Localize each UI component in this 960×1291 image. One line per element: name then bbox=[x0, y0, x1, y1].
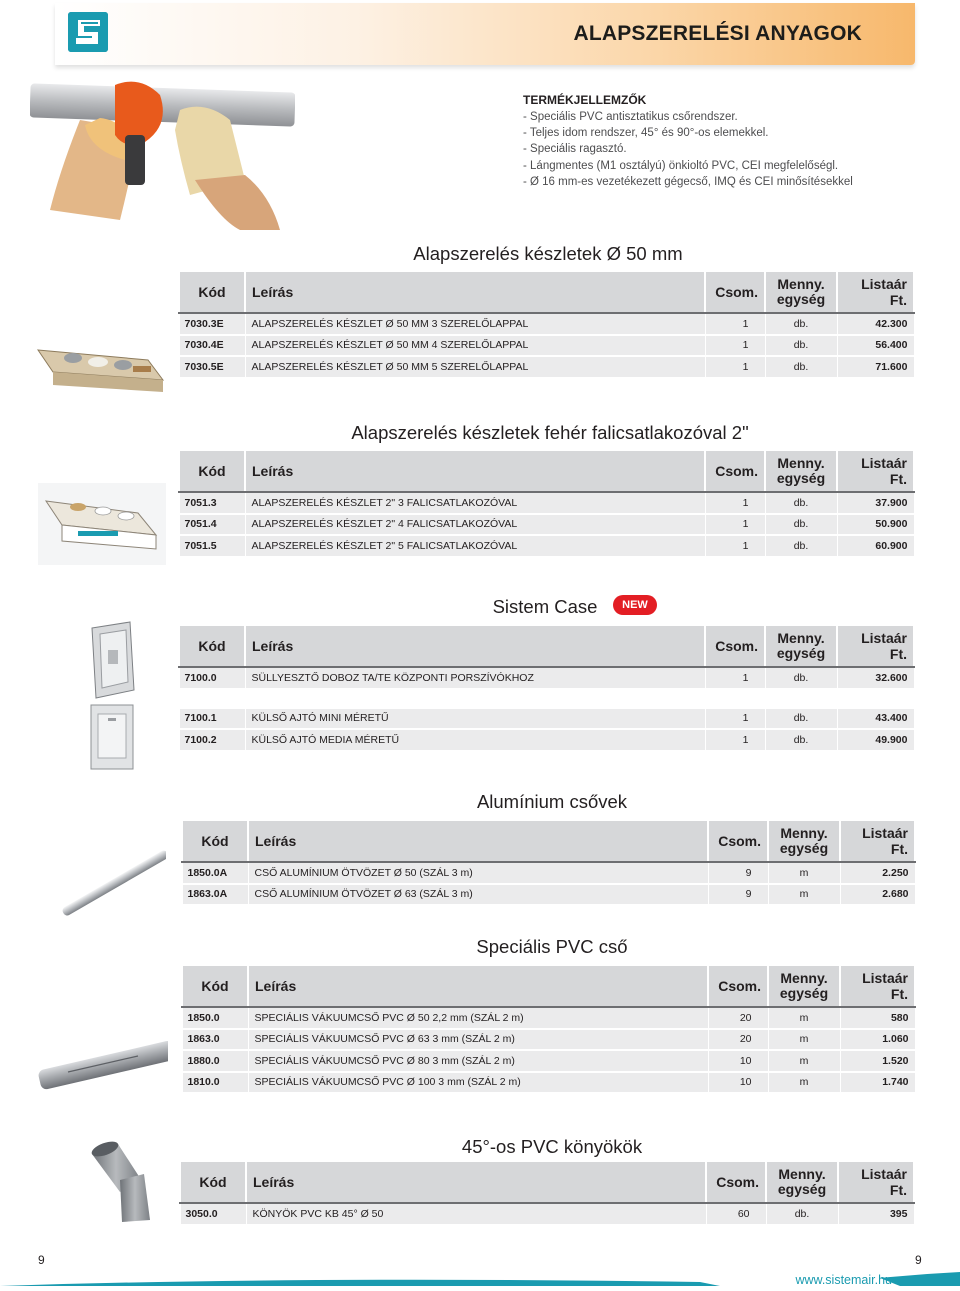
cell-kod: 1850.0 bbox=[182, 1007, 248, 1029]
cell-kod: 7030.5E bbox=[179, 356, 245, 377]
cell-menny: m bbox=[768, 1007, 840, 1029]
cell-kod: 7030.3E bbox=[179, 313, 245, 335]
col-menny-line2: egység bbox=[779, 840, 829, 856]
col-kod: Kód bbox=[179, 450, 245, 492]
aluminium-pipe-photo bbox=[60, 850, 166, 922]
table-row bbox=[179, 729, 914, 750]
cell-kod: 7100.0 bbox=[179, 667, 245, 688]
cell-menny: m bbox=[768, 862, 840, 884]
col-price: Listaár Ft. bbox=[838, 1161, 914, 1203]
table-row bbox=[179, 535, 914, 556]
table-row bbox=[182, 1029, 915, 1051]
cell-price: 395 bbox=[838, 1203, 914, 1224]
cell-kod: 3050.0 bbox=[180, 1203, 246, 1224]
cell-csom: 1 bbox=[705, 667, 765, 688]
cell-menny: db. bbox=[765, 335, 837, 357]
col-menny bbox=[765, 625, 837, 667]
cell-csom: 1 bbox=[705, 313, 765, 335]
sistemair-logo-icon bbox=[68, 12, 108, 52]
cell-leiras: KÜLSŐ AJTÓ MEDIA MÉRETŰ bbox=[245, 729, 705, 750]
cell-price: 1.520 bbox=[840, 1050, 915, 1072]
cell-price: 1.060 bbox=[840, 1029, 915, 1051]
cell-kod: 1880.0 bbox=[182, 1050, 248, 1072]
col-leiras: Leírás bbox=[245, 450, 705, 492]
pipe-cutting-photo bbox=[30, 80, 295, 230]
cell-menny: db. bbox=[765, 729, 837, 750]
feature-item: - Teljes idom rendszer, 45° és 90°-os elemekkel. bbox=[523, 127, 769, 140]
table-row bbox=[182, 1072, 915, 1093]
cell-menny: m bbox=[768, 1072, 840, 1093]
cell-price: 2.250 bbox=[840, 862, 915, 884]
cell-kod: 1810.0 bbox=[182, 1072, 248, 1093]
cell-kod: 7051.4 bbox=[179, 514, 245, 536]
table-kits-white bbox=[178, 449, 913, 557]
col-price: Listaár Ft. bbox=[837, 271, 914, 313]
col-menny bbox=[765, 271, 837, 313]
cell-leiras: KÜLSŐ AJTÓ MINI MÉRETŰ bbox=[245, 708, 705, 730]
feature-item: - Speciális ragasztó. bbox=[523, 143, 627, 156]
cell-menny: m bbox=[768, 884, 840, 905]
cell-kod: 1863.0A bbox=[182, 884, 248, 905]
kit-box-photo bbox=[33, 330, 168, 400]
col-menny-line2: egység bbox=[776, 645, 826, 661]
table-kits-50 bbox=[178, 270, 913, 378]
cell-leiras: ALAPSZERELÉS KÉSZLET Ø 50 MM 5 SZERELŐLAPPAL bbox=[245, 356, 705, 377]
cell-csom: 60 bbox=[706, 1203, 766, 1224]
features-title: TERMÉKJELLEMZŐK bbox=[523, 93, 647, 107]
cell-menny: m bbox=[768, 1050, 840, 1072]
table-row bbox=[182, 1007, 915, 1029]
col-menny-line1: Menny. bbox=[780, 970, 828, 986]
section-title: Sistem Case bbox=[492, 596, 598, 617]
table-row bbox=[179, 313, 914, 335]
cell-price: 71.600 bbox=[837, 356, 914, 377]
col-menny-line1: Menny. bbox=[777, 455, 825, 471]
col-leiras: Leírás bbox=[248, 820, 708, 862]
table-pvc-pipe bbox=[181, 964, 914, 1093]
cell-price: 580 bbox=[840, 1007, 915, 1029]
table-sistem-case bbox=[178, 624, 913, 751]
col-leiras: Leírás bbox=[248, 965, 708, 1007]
col-kod: Kód bbox=[179, 625, 245, 667]
col-price: Listaár Ft. bbox=[840, 965, 915, 1007]
col-leiras: Leírás bbox=[246, 1161, 706, 1203]
spacer-cell bbox=[179, 688, 914, 708]
cell-menny: db. bbox=[765, 313, 837, 335]
cell-csom: 9 bbox=[708, 862, 768, 884]
cell-csom: 9 bbox=[708, 884, 768, 905]
cell-kod: 7100.2 bbox=[179, 729, 245, 750]
cell-kod: 1863.0 bbox=[182, 1029, 248, 1051]
cell-price: 50.900 bbox=[837, 514, 914, 536]
pvc-elbow-photo bbox=[78, 1140, 168, 1225]
cell-menny: db. bbox=[766, 1203, 838, 1224]
col-price: Listaár Ft. bbox=[837, 450, 914, 492]
page-number-left: 9 bbox=[38, 1253, 45, 1267]
cell-menny: db. bbox=[765, 514, 837, 536]
cell-leiras: ALAPSZERELÉS KÉSZLET 2" 5 FALICSATLAKOZÓVAL bbox=[245, 535, 705, 556]
table-row bbox=[179, 356, 914, 377]
cell-menny: db. bbox=[765, 535, 837, 556]
cell-csom: 10 bbox=[708, 1050, 768, 1072]
cell-csom: 1 bbox=[705, 492, 765, 514]
section-title: Alapszerelés készletek fehér falicsatlakozóval 2" bbox=[351, 422, 749, 443]
cell-csom: 10 bbox=[708, 1072, 768, 1093]
col-menny bbox=[766, 1161, 838, 1203]
col-csom: Csom. bbox=[705, 625, 765, 667]
table-row bbox=[179, 667, 914, 688]
cell-leiras: ALAPSZERELÉS KÉSZLET Ø 50 MM 4 SZERELŐLAPPAL bbox=[245, 335, 705, 357]
section-title: 45°-os PVC könyökök bbox=[461, 1136, 643, 1157]
cell-menny: db. bbox=[765, 667, 837, 688]
table-row bbox=[179, 708, 914, 730]
cell-csom: 20 bbox=[708, 1007, 768, 1029]
door-photo bbox=[90, 704, 134, 770]
table-aluminium bbox=[181, 819, 914, 905]
cell-leiras: CSŐ ALUMÍNIUM ÖTVÖZET Ø 50 (SZÁL 3 m) bbox=[248, 862, 708, 884]
cell-leiras: SPECIÁLIS VÁKUUMCSŐ PVC Ø 80 3 mm (SZÁL 2 m) bbox=[248, 1050, 708, 1072]
col-csom: Csom. bbox=[706, 1161, 766, 1203]
page-title: ALAPSZERELÉSI ANYAGOK bbox=[573, 22, 862, 45]
cell-leiras: SPECIÁLIS VÁKUUMCSŐ PVC Ø 50 2,2 mm (SZÁL 2 m) bbox=[248, 1007, 708, 1029]
section-title: Alumínium csővek bbox=[476, 791, 628, 812]
col-leiras: Leírás bbox=[245, 625, 705, 667]
cell-leiras: CSŐ ALUMÍNIUM ÖTVÖZET Ø 63 (SZÁL 3 m) bbox=[248, 884, 708, 905]
col-kod: Kód bbox=[180, 1161, 246, 1203]
col-kod: Kód bbox=[179, 271, 245, 313]
website-link[interactable]: www.sistemair.hu bbox=[795, 1273, 892, 1287]
cell-kod: 1850.0A bbox=[182, 862, 248, 884]
page-number-right: 9 bbox=[915, 1253, 922, 1267]
col-csom: Csom. bbox=[705, 271, 765, 313]
cell-csom: 1 bbox=[705, 335, 765, 357]
cell-kod: 7051.3 bbox=[179, 492, 245, 514]
kit-box-white-photo bbox=[38, 483, 166, 565]
cell-leiras: SÜLLYESZTŐ DOBOZ TA/TE KÖZPONTI PORSZÍVÓKHOZ bbox=[245, 667, 705, 688]
col-menny-line1: Menny. bbox=[777, 630, 825, 646]
table-elbows bbox=[179, 1160, 913, 1225]
feature-item: - Ø 16 mm-es vezetékezett gégecső, IMQ és CEI minősítésekkel bbox=[523, 175, 853, 188]
cell-menny: db. bbox=[765, 492, 837, 514]
section-title: Alapszerelés készletek Ø 50 mm bbox=[413, 243, 683, 264]
cell-price: 32.600 bbox=[837, 667, 914, 688]
table-row bbox=[182, 1050, 915, 1072]
cell-leiras: ALAPSZERELÉS KÉSZLET 2" 4 FALICSATLAKOZÓVAL bbox=[245, 514, 705, 536]
col-leiras: Leírás bbox=[245, 271, 705, 313]
cell-leiras: KÖNYÖK PVC KB 45° Ø 50 bbox=[246, 1203, 706, 1224]
cell-leiras: ALAPSZERELÉS KÉSZLET Ø 50 MM 3 SZERELŐLAPPAL bbox=[245, 313, 705, 335]
cell-kod: 7051.5 bbox=[179, 535, 245, 556]
section-title: Speciális PVC cső bbox=[476, 936, 628, 957]
new-badge: NEW bbox=[613, 595, 657, 615]
col-kod: Kód bbox=[182, 965, 248, 1007]
cell-leiras: SPECIÁLIS VÁKUUMCSŐ PVC Ø 100 3 mm (SZÁL 2 m) bbox=[248, 1072, 708, 1093]
col-menny bbox=[768, 820, 840, 862]
col-menny-line1: Menny. bbox=[778, 1166, 826, 1182]
col-menny-line2: egység bbox=[776, 291, 826, 307]
col-menny-line2: egység bbox=[779, 985, 829, 1001]
cell-price: 42.300 bbox=[837, 313, 914, 335]
table-row bbox=[182, 862, 915, 884]
recessed-box-photo bbox=[90, 620, 136, 700]
cell-price: 1.740 bbox=[840, 1072, 915, 1093]
cell-csom: 1 bbox=[705, 356, 765, 377]
col-kod: Kód bbox=[182, 820, 248, 862]
cell-csom: 1 bbox=[705, 535, 765, 556]
table-row bbox=[179, 492, 914, 514]
cell-csom: 20 bbox=[708, 1029, 768, 1051]
cell-leiras: ALAPSZERELÉS KÉSZLET 2" 3 FALICSATLAKOZÓVAL bbox=[245, 492, 705, 514]
table-row bbox=[180, 1203, 914, 1224]
col-price: Listaár Ft. bbox=[840, 820, 915, 862]
cell-price: 43.400 bbox=[837, 708, 914, 730]
feature-item: - Lángmentes (M1 osztályú) önkioltó PVC, CEI megfelelőségl. bbox=[523, 159, 839, 172]
cell-csom: 1 bbox=[705, 514, 765, 536]
col-menny-line2: egység bbox=[777, 1181, 827, 1197]
feature-item: - Speciális PVC antisztatikus csőrendszer. bbox=[523, 111, 738, 123]
col-menny bbox=[768, 965, 840, 1007]
cell-price: 37.900 bbox=[837, 492, 914, 514]
cell-menny: db. bbox=[765, 708, 837, 730]
row-spacer bbox=[179, 688, 914, 708]
cell-price: 56.400 bbox=[837, 335, 914, 357]
product-features bbox=[523, 93, 943, 190]
cell-leiras: SPECIÁLIS VÁKUUMCSŐ PVC Ø 63 3 mm (SZÁL 2 m) bbox=[248, 1029, 708, 1051]
col-menny bbox=[765, 450, 837, 492]
col-price: Listaár Ft. bbox=[837, 625, 914, 667]
table-row bbox=[182, 884, 915, 905]
col-menny-line1: Menny. bbox=[780, 825, 828, 841]
col-csom: Csom. bbox=[708, 965, 768, 1007]
cell-csom: 1 bbox=[705, 729, 765, 750]
cell-kod: 7100.1 bbox=[179, 708, 245, 730]
table-row bbox=[179, 335, 914, 357]
table-row bbox=[179, 514, 914, 536]
col-menny-line2: egység bbox=[776, 470, 826, 486]
cell-csom: 1 bbox=[705, 708, 765, 730]
cell-kod: 7030.4E bbox=[179, 335, 245, 357]
cell-menny: db. bbox=[765, 356, 837, 377]
pvc-pipe-photo bbox=[38, 1030, 168, 1102]
cell-price: 60.900 bbox=[837, 535, 914, 556]
col-menny-line1: Menny. bbox=[777, 276, 825, 292]
col-csom: Csom. bbox=[708, 820, 768, 862]
cell-price: 49.900 bbox=[837, 729, 914, 750]
col-csom: Csom. bbox=[705, 450, 765, 492]
cell-price: 2.680 bbox=[840, 884, 915, 905]
cell-menny: m bbox=[768, 1029, 840, 1051]
